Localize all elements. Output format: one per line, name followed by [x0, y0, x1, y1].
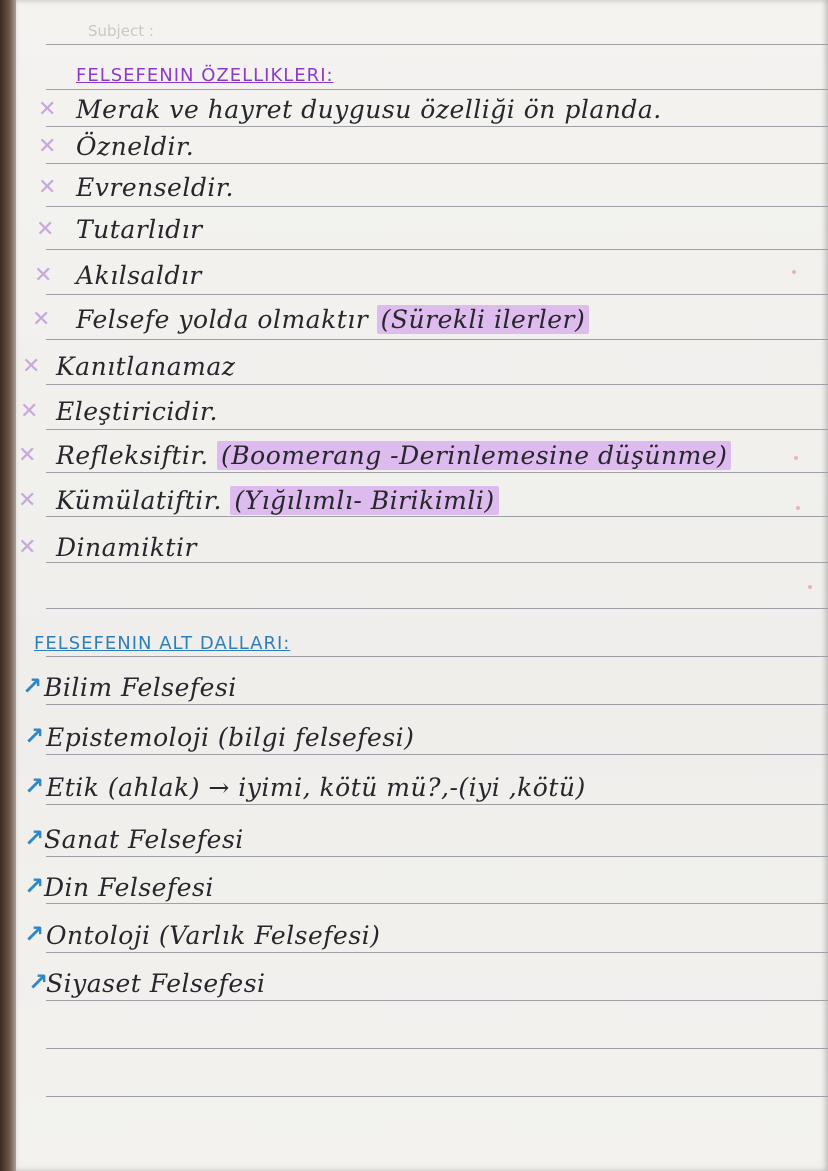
highlighted-note: (Sürekli ilerler) — [377, 305, 590, 334]
list-item — [16, 766, 828, 806]
arrow-icon: ↗ — [24, 920, 45, 948]
list-item — [16, 166, 828, 206]
arrow-icon: ↗ — [24, 722, 45, 750]
list-item-text: Merak ve hayret duygusu özelliği ön planda. — [76, 95, 662, 124]
list-item — [16, 866, 828, 906]
list-item — [16, 479, 828, 519]
list-item — [16, 526, 828, 566]
list-item — [16, 716, 828, 756]
x-mark-icon: ✕ — [38, 175, 57, 200]
list-item-text: Refleksiftir. (Boomerang -Derinlemesine düşünme) — [56, 441, 731, 470]
list-item — [16, 125, 828, 165]
section-1-title: FELSEFENIN ÖZELLIKLERI: — [76, 65, 334, 86]
notebook-page — [16, 0, 828, 1171]
list-item-text: Sanat Felsefesi — [44, 825, 244, 854]
x-mark-icon: ✕ — [36, 217, 55, 242]
list-item-text: Din Felsefesi — [44, 873, 214, 902]
list-item — [16, 962, 828, 1002]
arrow-icon: ↗ — [24, 824, 45, 852]
list-item-text: Eleştiricidir. — [56, 397, 219, 426]
section-2-title: FELSEFENIN ALT DALLARI: — [34, 633, 291, 654]
x-mark-icon: ✕ — [32, 307, 51, 332]
list-item-text: Tutarlıdır — [76, 215, 203, 244]
list-item — [16, 818, 828, 858]
list-item — [16, 298, 828, 338]
arrow-icon: ↗ — [28, 968, 49, 996]
list-item-text: Kanıtlanamaz — [56, 352, 236, 381]
arrow-icon: ↗ — [22, 672, 43, 700]
list-item — [16, 914, 828, 954]
list-item-text: Siyaset Felsefesi — [46, 969, 266, 998]
x-mark-icon: ✕ — [34, 263, 53, 288]
list-item-text: Akılsaldır — [76, 261, 202, 290]
list-item-text: Kümülatiftir. (Yığılımlı- Birikimli) — [56, 486, 499, 515]
list-item-text: Felsefe yolda olmaktır (Sürekli ilerler) — [76, 305, 589, 334]
x-mark-icon: ✕ — [18, 443, 37, 468]
list-item — [16, 345, 828, 385]
section-1-heading-row — [16, 50, 828, 90]
list-item — [16, 208, 828, 248]
list-item — [16, 390, 828, 430]
list-item-text: Özneldir. — [76, 132, 195, 161]
x-mark-icon: ✕ — [18, 535, 37, 560]
list-item — [16, 88, 828, 128]
list-item-text: Dinamiktir — [56, 533, 197, 562]
x-mark-icon: ✕ — [20, 399, 39, 424]
subject-label: Subject : — [88, 22, 154, 40]
section-2-heading-row — [16, 618, 828, 658]
list-item-text: Ontoloji (Varlık Felsefesi) — [46, 921, 381, 950]
highlighted-note: (Boomerang -Derinlemesine düşünme) — [217, 441, 731, 470]
x-mark-icon: ✕ — [22, 354, 41, 379]
list-item-text: Epistemoloji (bilgi felsefesi) — [46, 723, 415, 752]
list-item-text: Etik (ahlak) → iyimi, kötü mü?,-(iyi ,kötü) — [46, 773, 586, 802]
list-item-text: Bilim Felsefesi — [44, 673, 237, 702]
x-mark-icon: ✕ — [18, 488, 37, 513]
list-item — [16, 434, 828, 474]
x-mark-icon: ✕ — [38, 134, 57, 159]
list-item — [16, 254, 828, 294]
x-mark-icon: ✕ — [38, 97, 57, 122]
list-item-text: Evrenseldir. — [76, 173, 234, 202]
arrow-icon: ↗ — [24, 872, 45, 900]
arrow-icon: ↗ — [24, 772, 45, 800]
highlighted-note: (Yığılımlı- Birikimli) — [230, 486, 498, 515]
list-item — [16, 666, 828, 706]
